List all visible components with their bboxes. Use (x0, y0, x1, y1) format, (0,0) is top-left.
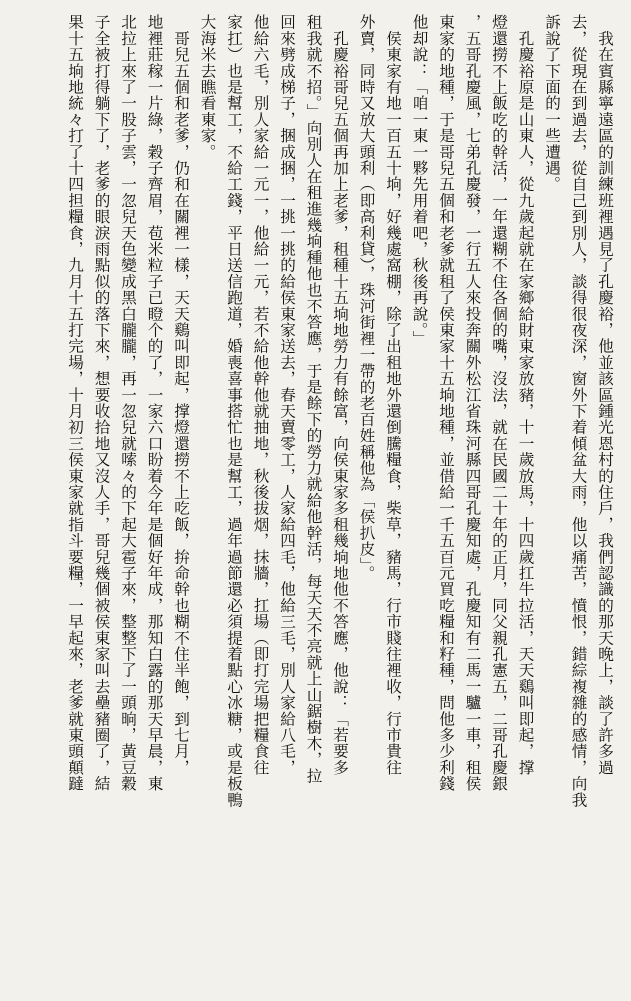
text-column: 外賣，同時又放大頭利（即高利貸），珠河街裡一帶的老百姓稱他為「侯扒皮」。 (357, 14, 376, 582)
text-column: 他給六毛，別人家給一元一，他給一元，若不給他幹他就抽地，秋後拔烟，抹牆，扛場（即打完場把糧食往 (251, 14, 270, 776)
text-column: 哥兒五個和老爹，仍和在關裡一樣，天天鷄叫即起，撑燈還撈不上吃飯，拚命幹也糊不住半飽，到七月， (172, 14, 190, 776)
text-column: 果十五垧地統々打了十四担糧食，九月十五打完場，十月初三侯東家就指斗要糧，一早起來，老爹就東頭顛躂 (66, 14, 84, 792)
text-column: 去，從現在到過去，從自己到別人，談得很夜深，窗外下着傾盆大雨，他以痛苦，憤恨，錯綜複雜的感情，向我 (569, 14, 588, 808)
text-column: 訴說了下面的一些遭遇。 (543, 14, 561, 193)
text-column: 東家的地種，于是哥兒五個和老爹就租了侯東家十五垧地種，並借給一千五百元買吃糧和籽種，問他多少利錢 (437, 14, 455, 792)
text-column: ，五哥孔慶風，七弟孔慶發，一行五人來投奔關外松江省珠河縣四哥孔慶知處，孔慶知有二馬一驢一車，租侯 (463, 14, 482, 792)
text-column: 地裡莊稼一片綠，穀子齊眉，苞米粒子已瞪个的了，一家六口盼着今年是個好年成，那知白露的那天早晨，東 (145, 14, 164, 792)
text-column: 燈還撈不上飯吃的幹活，一年還糊不住各個的嘴，沒法，就在民國二十年的正月，同父親孔憲五，二哥孔慶銀 (490, 14, 508, 792)
text-column: 侯東家有地一百五十垧，好幾處窩棚，除了出租地外還倒騰糧食，柴草，豬馬，行市賤往裡收，行市貴往 (384, 14, 402, 776)
text-column: 孔慶裕原是山東人，從九歲起就在家鄉給財東家放豬，十一歲放馬，十四歲扛牛拉活，天天鷄叫即起，撑 (516, 14, 535, 776)
text-column: 大海米去瞧看東家。 (198, 14, 217, 160)
text-column: 家扛）也是幫工，不給工錢，平日送信跑道，婚喪喜事搭忙也是幫工，過年過節還必須提着點心冰糖，或是板鴨 (225, 14, 243, 808)
text-column: 子全被打得躺下了，老爹的眼淚雨點似的落下來，想要收拾地又沒人手，哥兒幾個被侯東家叫去壘豬圈了，結 (92, 14, 111, 792)
text-column: 他却說：「咱一東一夥先用着吧，秋後再說。」 (410, 14, 429, 347)
text-column: 孔慶裕哥兒五個再加上老爹，租種十五垧地勞力有餘富，向侯東家多租幾垧地他不答應，他說：「若要多 (331, 14, 349, 776)
text-column: 北拉上來了一股子雲，一忽兒天色變成黑白朧朧，再一忽兒就嗦々的下起大雹子來，整整下了一頭晌，黃豆穀 (119, 14, 137, 792)
text-column: 我在賓縣寧遠區的訓練班裡遇見了孔慶裕，他並該區鍾光恩村的住戶，我們認識的那天晚上，談了許多過 (596, 14, 614, 776)
text-column: 租我就不招。」向別人在租進幾垧種他也不答應，于是餘下的勞力就給他幹活，每天天不亮就上山鋸樹木，拉 (304, 14, 323, 784)
text-column: 回來劈成梯子，捆成捆，一挑一挑的給侯東家送去，春天賣零工，人家給四毛，他給三毛，別人家給八毛， (278, 14, 296, 776)
